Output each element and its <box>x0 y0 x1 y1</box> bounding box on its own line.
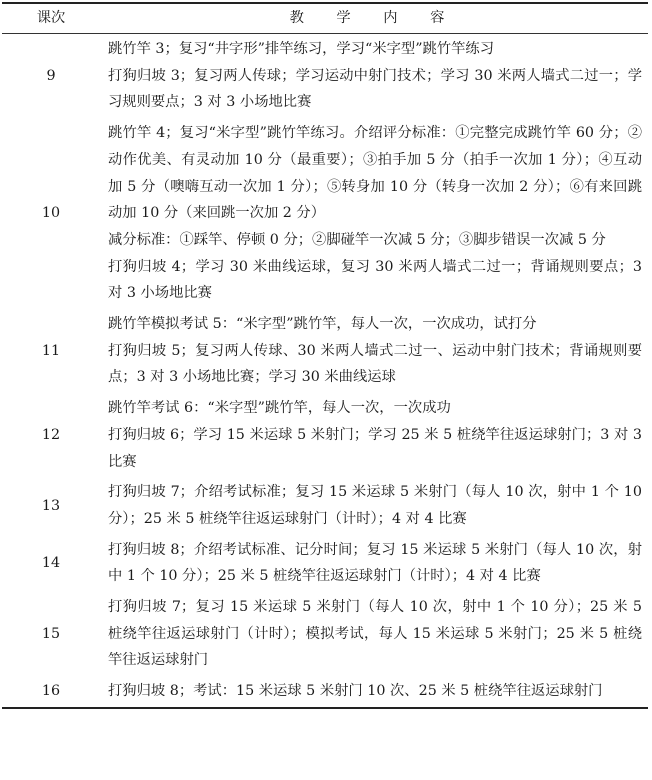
lesson-number: 12 <box>41 426 61 443</box>
lesson-content <box>100 592 648 676</box>
content-paragraph: 打狗归坡 8；介绍考试标准、记分时间；复习 15 米运球 5 米射门（每人 10 次，射中 1 个 10 分）；25 米 5 桩绕竿往返运球射门（计时）；4 对 4 比赛 <box>108 541 642 585</box>
lesson-content <box>100 393 648 477</box>
lesson-content <box>100 477 648 534</box>
content-paragraph: 跳竹竿模拟考试 5：“米字型”跳竹竿，每人一次，一次成功，试打分 <box>108 316 537 333</box>
content-paragraph: 跳竹竿 3；复习“井字形”排竿练习，学习“米字型”跳竹竿练习 <box>108 41 494 57</box>
lesson-content <box>100 309 648 393</box>
content-paragraph: 打狗归坡 7；复习 15 米运球 5 米射门（每人 10 次，射中 1 个 10 分）；25 米 5 桩绕竿往返运球射门（计时）；模拟考试，每人 15 米运球 5 米射门；25 米 5 桩绕竿往返运球射门 <box>108 599 642 669</box>
header-row <box>2 3 648 34</box>
content-paragraph: 打狗归坡 4；学习 30 米曲线运球，复习 30 米两人墙式二过一；背诵规则要点；3 对 3 小场地比赛 <box>108 258 642 302</box>
lesson-content-table <box>2 2 648 709</box>
content-paragraph: 跳竹竿 4；复习“米字型”跳竹竿练习。介绍评分标准：①完整完成跳竹竿 60 分；②动作优美、有灵动加 10 分（最重要）；③拍手加 5 分（拍手一次加 1 分）；④互动加 5 分（噢嗨互动一次加 1 分）；⑤转身加 10 分（转身一次加 2 分）；⑥有来回跳动加 10 分（来回跳一次加 2 分） <box>108 125 642 222</box>
content-paragraph: 打狗归坡 7；介绍考试标准；复习 15 米运球 5 米射门（每人 10 次，射中 1 个 10 分）；25 米 5 桩绕竿往返运球射门（计时）；4 对 4 比赛 <box>108 484 642 527</box>
table-row <box>2 34 648 119</box>
table-row <box>2 393 648 477</box>
lesson-number: 16 <box>41 683 61 700</box>
content-paragraph: 打狗归坡 5；复习两人传球、30 米两人墙式二过一、运动中射门技术；背诵规则要点；3 对 3 小场地比赛；学习 30 米曲线运球 <box>108 342 642 386</box>
content-paragraph: 跳竹竿考试 6：“米字型”跳竹竿，每人一次，一次成功 <box>108 400 451 417</box>
lesson-content <box>100 118 648 309</box>
header-lesson-number: 课次 <box>36 10 66 27</box>
lesson-content <box>100 676 648 708</box>
table-row <box>2 477 648 534</box>
table-row <box>2 535 648 592</box>
lesson-number: 13 <box>41 497 61 514</box>
content-paragraph: 打狗归坡 6；学习 15 米运球 5 米射门；学习 25 米 5 桩绕竿往返运球射门；3 对 3 比赛 <box>108 426 642 470</box>
lesson-number: 9 <box>46 67 56 84</box>
table-row <box>2 118 648 309</box>
lesson-content <box>100 535 648 592</box>
table-row <box>2 592 648 676</box>
lesson-number: 10 <box>41 205 61 222</box>
table-body <box>2 34 648 708</box>
header-teaching-content: 教 学 内 容 <box>289 10 459 27</box>
content-paragraph: 打狗归坡 3；复习两人传球；学习运动中射门技术；学习 30 米两人墙式二过一；学习规则要点；3 对 3 小场地比赛 <box>108 67 642 111</box>
content-paragraph: 减分标准：①踩竿、停顿 0 分；②脚碰竿一次减 5 分；③脚步错误一次减 5 分 <box>108 231 606 248</box>
table-row <box>2 309 648 393</box>
content-paragraph: 打狗归坡 8；考试：15 米运球 5 米射门 10 次、25 米 5 桩绕竿往返运球射门 <box>108 683 603 700</box>
lesson-number: 11 <box>41 342 61 359</box>
table-row <box>2 676 648 708</box>
lesson-number: 15 <box>41 625 61 642</box>
lesson-content <box>100 34 648 119</box>
lesson-number: 14 <box>41 555 61 571</box>
table-header <box>2 3 648 34</box>
